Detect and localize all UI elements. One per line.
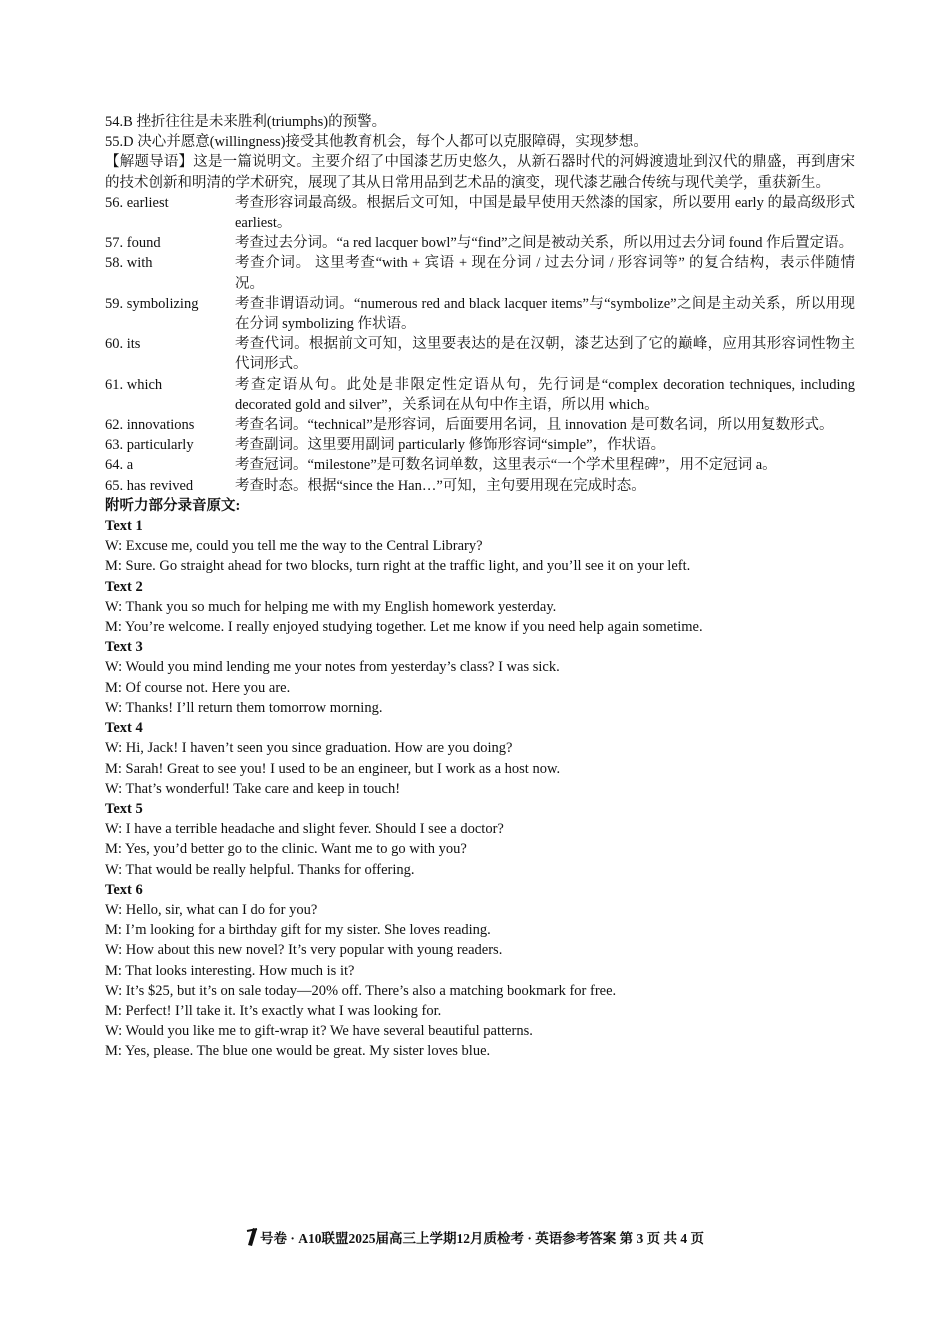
text-title: Text 6 (105, 881, 143, 898)
dialogue-line: W: How about this new novel? It’s very popular with young readers. (105, 942, 503, 959)
answer-row (105, 435, 855, 455)
dialogue-line: W: Excuse me, could you tell me the way to the Central Library? (105, 538, 483, 555)
answer-number: 60. its (105, 336, 141, 353)
dialogue-line: W: Hi, Jack! I haven’t seen you since graduation. How are you doing? (105, 740, 513, 757)
dialogue-line: M: Yes, you’d better go to the clinic. Want me to go with you? (105, 841, 467, 858)
dialogue-line: W: Would you mind lending me your notes from yesterday’s class? I was sick. (105, 659, 560, 676)
dialogue-line: M: Perfect! I’ll take it. It’s exactly what I was looking for. (105, 1002, 442, 1019)
text-title: Text 1 (105, 518, 143, 535)
answer-explanation: 考查非谓语动词。“numerous red and black lacquer items”与“symbolize”之间是主动关系，所以用现在分词 symbolizing 作状语。 (235, 295, 855, 333)
answer-explanation: 考查时态。根据“since the Han…”可知，主句要用现在完成时态。 (235, 477, 646, 494)
answer-row (105, 334, 855, 374)
dialogue-line: W: Thank you so much for helping me with my English homework yesterday. (105, 598, 557, 615)
answer-row (105, 233, 855, 253)
dialogue-line: M: That looks interesting. How much is it? (105, 962, 355, 979)
answer-explanation: 考查形容词最高级。根据后文可知，中国是最早使用天然漆的国家，所以要用 early 的最高级形式 earliest。 (235, 194, 855, 232)
answer-explanation: 考查冠词。“milestone”是可数名词单数，这里表示“一个学术里程碑”，用不定冠词 a。 (235, 457, 777, 474)
text-title: Text 5 (105, 800, 143, 817)
footer-text: 号卷 · A10联盟2025届高三上学期12月质检考 · 英语参考答案 第 3 页 共 4 页 (259, 1231, 704, 1246)
answer-explanation: 考查介词。 这里考查“with + 宾语 + 现在分词 / 过去分词 / 形容词等” 的复合结构，表示伴随情况。 (235, 255, 855, 292)
answer-explanation: 考查定语从句。此处是非限定性定语从句，先行词是“complex decoration techniques, including decorated gold and silver”，关系词在从句中作主语，所以用 which。 (235, 376, 855, 413)
answer-explanation: 考查代词。根据前文可知，这里要表达的是在汉朝，漆艺达到了它的巅峰，应用其形容词性物主代词形式。 (235, 336, 855, 373)
dialogue-line: W: Would you like me to gift-wrap it? We have several beautiful patterns. (105, 1023, 533, 1040)
answer-row (105, 294, 855, 334)
dialogue-line: W: That’s wonderful! Take care and keep in touch! (105, 780, 401, 797)
answer-number: 58. with (105, 255, 153, 272)
answer-number: 59. symbolizing (105, 295, 199, 312)
dialogue-line: M: Yes, please. The blue one would be great. My sister loves blue. (105, 1043, 491, 1060)
passage-guide: 【解题导语】这是一篇说明文。主要介绍了中国漆艺历史悠久，从新石器时代的河姆渡遗址到汉代的鼎盛，再到唐宋的技术创新和明清的学术研究，展现了其从日常用品到艺术品的演变，现代漆艺融合传统与现代美学，重获新生。 (105, 154, 855, 191)
page-footer (0, 1227, 950, 1250)
text-title: Text 3 (105, 639, 143, 656)
transcript-heading: 附听力部分录音原文: (105, 497, 241, 514)
answer-row (105, 253, 855, 293)
answer-explanation: 考查过去分词。“a red lacquer bowl”与“find”之间是被动关系，所以用过去分词 found 作后置定语。 (235, 235, 854, 252)
dialogue-line: W: I have a terrible headache and slight fever. Should I see a doctor? (105, 821, 504, 838)
answer-explanation: 考查副词。这里要用副词 particularly 修饰形容词“simple”，作状语。 (235, 437, 666, 454)
dialogue-line: M: Sarah! Great to see you! I used to be an engineer, but I work as a host now. (105, 760, 561, 777)
page-content (105, 112, 855, 1062)
answer-number: 64. a (105, 457, 134, 474)
answer-55: 55.D 决心并愿意(willingness)接受其他教育机会，每个人都可以克服障碍，实现梦想。 (105, 134, 648, 151)
answer-explanation: 考查名词。“technical”是形容词，后面要用名词，且 innovation 是可数名词，所以用复数形式。 (235, 417, 834, 434)
answer-number: 62. innovations (105, 417, 195, 434)
answer-number: 65. has revived (105, 477, 194, 494)
dialogue-line: W: That would be really helpful. Thanks for offering. (105, 861, 415, 878)
text-title: Text 4 (105, 720, 143, 737)
dialogue-line: W: Thanks! I’ll return them tomorrow morning. (105, 699, 383, 716)
answer-row (105, 193, 855, 233)
text-title: Text 2 (105, 578, 143, 595)
answer-row (105, 415, 855, 435)
dialogue-line: M: Sure. Go straight ahead for two blocks, turn right at the traffic light, and you’ll see it on your left. (105, 558, 691, 575)
answer-row (105, 375, 855, 415)
answer-row (105, 455, 855, 475)
answer-row (105, 476, 855, 496)
answer-number: 57. found (105, 235, 161, 252)
answer-number: 56. earliest (105, 194, 169, 211)
dialogue-line: M: I’m looking for a birthday gift for my sister. She loves reading. (105, 922, 491, 939)
answer-54: 54.B 挫折往往是未来胜利(triumphs)的预警。 (105, 114, 387, 130)
answer-list (105, 193, 855, 496)
dialogue-line: W: Hello, sir, what can I do for you? (105, 901, 318, 918)
dialogue-line: M: Of course not. Here you are. (105, 679, 291, 696)
answer-number: 61. which (105, 376, 163, 393)
transcript-list (105, 516, 855, 1061)
dialogue-line: M: You’re welcome. I really enjoyed studying together. Let me know if you need help again sometime. (105, 619, 703, 636)
dialogue-line: W: It’s $25, but it’s on sale today—20% off. There’s also a matching bookmark for free. (105, 982, 617, 999)
brand-logo-icon (246, 1228, 258, 1250)
answer-number: 63. particularly (105, 437, 194, 454)
